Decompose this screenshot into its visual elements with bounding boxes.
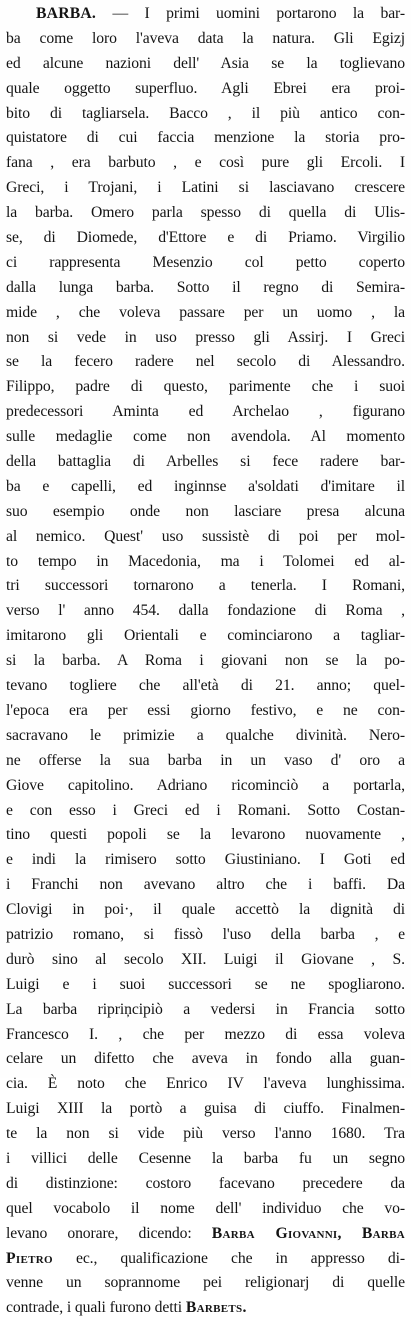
article-line: Filippo, padre di questo, parimente che i suoi: [6, 378, 405, 396]
article-line: bito di tagliarsela. Bacco , il più antico con-: [6, 104, 405, 122]
article-line: se, di Diomede, d'Ettore e di Priamo. Virgilio: [6, 229, 405, 247]
article-line: La barba ripriņcipiò a vedersi in Francia sotto: [6, 1000, 405, 1018]
article-line: te la non si vide più verso l'anno 1680. Tra: [6, 1125, 405, 1143]
article-line: se la fecero radere nel secolo di Alessandro.: [6, 353, 405, 371]
article-line: venne un soprannome pei religionarj di quelle: [6, 1274, 405, 1292]
article-line: non si vede in uso presso gli Assirj. I Greci: [6, 328, 405, 346]
article-line: cia. È noto che Enrico IV l'aveva lunghissima.: [6, 1075, 405, 1093]
article-line: to tempo in Macedonia, ma i Tolomei ed al-: [6, 552, 405, 570]
article-line: suo esempio onde non lasciare presa alcuna: [6, 502, 405, 520]
article-line: Pietro ec., qualificazione che in appresso di-: [6, 1249, 405, 1267]
article-line: celare un difetto che aveva in fondo alla guan-: [6, 1050, 405, 1068]
article-line: tino questi popoli se la levarono nuovamente ,: [6, 826, 405, 844]
article-line: e indi la rimisero sotto Giustiniano. I Goti ed: [6, 851, 405, 869]
article-line: Greci, i Trojani, i Latini si lasciavano crescere: [6, 179, 405, 197]
article-line: ba e capelli, ed inginnse a'soldati d'imitare il: [6, 477, 405, 495]
article-line: contrade, i quali furono detti Barbets.: [6, 1299, 247, 1317]
article-line: Francesco I. , che per mezzo di essa voleva: [6, 1025, 405, 1043]
article-line: durò sino al secolo XII. Luigi il Giovane , S.: [6, 950, 405, 968]
article-line: di distinzione: costoro facevano precedere da: [6, 1174, 405, 1192]
small-caps-term: Barba: [361, 1224, 405, 1242]
article-line: quistatore di cui faccia menzione la storia pro-: [6, 129, 405, 147]
article-line: ne offerse la sua barba in un vaso d' oro a: [6, 751, 405, 769]
article-line: i villici delle Cesenne la barba fu un segno: [6, 1149, 405, 1167]
article-line: si la barba. A Roma i giovani non se la po-: [6, 652, 405, 670]
article-line: ba come loro l'aveva data la natura. Gli Egizj: [6, 29, 405, 47]
article-line: l'epoca era per essi giorno festivo, e ne con-: [6, 701, 405, 719]
article-line: Giove capitolino. Adriano ricominciò a portarla,: [6, 776, 405, 794]
article-line: verso l' anno 454. dalla fondazione di Roma ,: [6, 602, 405, 620]
article-line: della battaglia di Arbelles si fece radere bar-: [6, 453, 405, 471]
article-line: patrizio romano, si fissò l'uso della barba , e: [6, 925, 405, 943]
encyclopedia-article-barba: [6, 2, 405, 1321]
article-line: fana , era barbuto , e così pure gli Ercoli. I: [6, 154, 405, 172]
article-line: levano onorare, dicendo: Barba Giovanni, Barba: [6, 1224, 405, 1242]
article-line: al nemico. Quest' uso sussistè di poi per mol-: [6, 527, 405, 545]
article-line: mide , che voleva passare per un uomo , la: [6, 303, 405, 321]
article-line: quel vocabolo il nome dell' individuo che vo-: [6, 1199, 405, 1217]
article-line: ed alcune nazioni dell' Asia se la toglievano: [6, 54, 405, 72]
article-line: BARBA. — I primi uomini portarono la bar-: [36, 5, 405, 22]
article-line: ci rappresenta Mesenzio col petto coperto: [6, 253, 405, 271]
article-line: Luigi e i suoi successori se ne spogliarono.: [6, 975, 405, 993]
article-line: i Franchi non avevano altro che i baffi. Da: [6, 876, 405, 894]
article-line: tri successori tornarono a tenerla. I Romani,: [6, 577, 405, 595]
article-line: la barba. Omero parla spesso di quella di Ulis-: [6, 204, 405, 222]
article-line: tevano togliere che all'età di 21. anno; quel-: [6, 677, 405, 695]
small-caps-term: Barba Giovanni,: [211, 1224, 342, 1242]
article-line: imitarono gli Orientali e cominciarono a tagliar-: [6, 627, 405, 645]
article-line: sacravano le primizie a qualche divinità. Nero-: [6, 726, 405, 744]
article-line: dalla lunga barba. Sotto il regno di Semira-: [6, 278, 405, 296]
article-line: Clovigi in poi·, il quale accettò la dignità di: [6, 901, 405, 919]
article-line: predecessori Aminta ed Archelao , figurano: [6, 403, 405, 421]
article-headword: BARBA.: [36, 5, 97, 22]
article-line: quale oggetto superfluo. Agli Ebrei era proi-: [6, 79, 405, 97]
article-line: sulle medaglie come non avendola. Al momento: [6, 428, 405, 446]
article-line: e con esso i Greci ed i Romani. Sotto Costan-: [6, 801, 405, 819]
small-caps-term: Pietro: [6, 1249, 53, 1267]
small-caps-term: Barbets.: [185, 1299, 247, 1317]
article-line: Luigi XIII la portò a guisa di ciuffo. Finalmen-: [6, 1100, 405, 1118]
